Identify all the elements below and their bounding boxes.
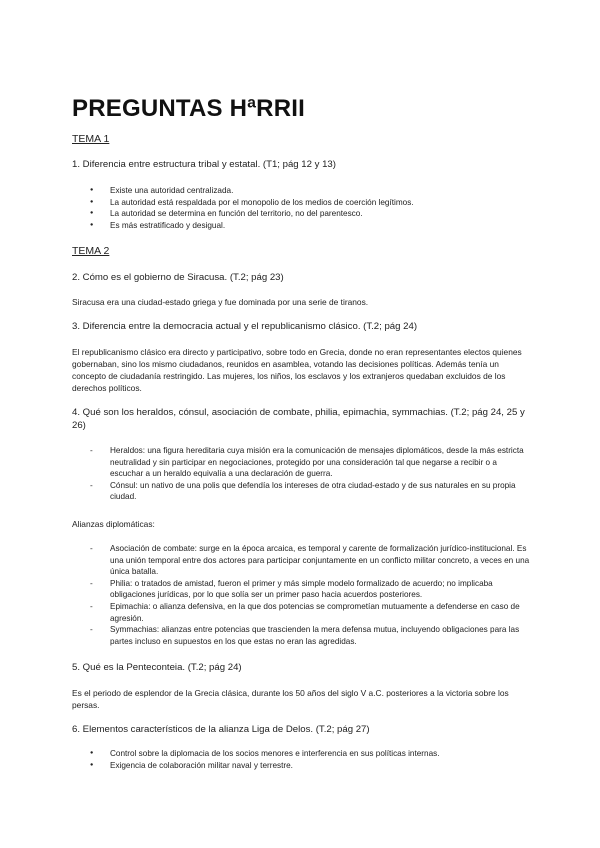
question-6-answer-list: [90, 748, 530, 771]
question-5-answer: Es el periodo de esplendor de la Grecia clásica, durante los 50 años del siglo V a.C. posteriores a la victoria sobre los persas.: [72, 688, 509, 710]
question-1-answer-list: [90, 185, 530, 231]
list-item: - Symmachias: alianzas entre potencias que trascienden la mera defensa mutua, incluyendo obligaciones para las partes incluso en supuestos en los que estas no eran las agredidas.: [90, 624, 530, 647]
list-item: - Asociación de combate: surge en la época arcaica, es temporal y carente de formalización jurídico-institucional. Es una unión temporal entre dos actores para participar conjuntamente en un conflicto militar concreto, a veces en una única batalla.: [90, 543, 530, 578]
list-item: ● Exigencia de colaboración militar naval y terrestre.: [90, 760, 530, 772]
list-item: ● Control sobre la diplomacia de los socios menores e interferencia en sus políticas internas.: [90, 748, 530, 760]
question-2-answer: Siracusa era una ciudad-estado griega y fue dominada por una serie de tiranos.: [72, 297, 369, 307]
alliances-list: [90, 543, 530, 647]
list-item: - Epimachia: o alianza defensiva, en la que dos potencias se comprometían mutuamente a defenderse en caso de agresión.: [90, 601, 530, 624]
question-2: 2. Cómo es el gobierno de Siracusa. (T.2; pág 23): [72, 272, 284, 283]
alliances-label: Alianzas diplomáticas:: [72, 519, 155, 529]
list-item: ● La autoridad está respaldada por el monopolio de los medios de coerción legítimos.: [90, 197, 530, 209]
question-4: 4. Qué son los heraldos, cónsul, asociación de combate, philia, epimachia, symmachias. (T.2; pág 24, 25 y 26): [72, 407, 525, 431]
list-item: - Cónsul: un nativo de una polis que defendía los intereses de otra ciudad-estado y de sus naturales en su propia ciudad.: [90, 480, 530, 503]
section-heading-tema-2: TEMA 2: [72, 245, 110, 257]
question-6: 6. Elementos característicos de la alianza Liga de Delos. (T.2; pág 27): [72, 724, 370, 735]
list-item: - Philia: o tratados de amistad, fueron el primer y más simple modelo formalizado de acuerdo; no implicaba obligaciones jurídicas, por lo que solía ser un primer paso hacia acuerdos posteriores.: [90, 578, 530, 601]
list-item: ● Existe una autoridad centralizada.: [90, 185, 530, 197]
question-3: 3. Diferencia entre la democracia actual y el republicanismo clásico. (T.2; pág 24): [72, 321, 418, 332]
page-title: PREGUNTAS HªRRII: [72, 95, 305, 122]
list-item: - Heraldos: una figura hereditaria cuya misión era la comunicación de mensajes diplomáticos, desde la más estricta neutralidad y sin participar en negociaciones, protegido por una consideración tal que negarse a recibir o a escuchar a un heraldo equivalía a una declaración de guerra.: [90, 445, 530, 480]
question-1: 1. Diferencia entre estructura tribal y estatal. (T1; pág 12 y 13): [72, 159, 336, 170]
list-item: ● Es más estratificado y desigual.: [90, 220, 530, 232]
list-item: ● La autoridad se determina en función del territorio, no del parentesco.: [90, 208, 530, 220]
question-3-answer: El republicanismo clásico era directo y participativo, sobre todo en Grecia, donde no eran representantes electos quienes gobernaban, sino los mismo ciudadanos, reunidos en asamblea, votando las decisiones políticas. Además tenía un concepto de ciudadanía restringido. Las mujeres, los niños, los esclavos y los extranjeros quedaban excluidos de los derechos políticos.: [72, 347, 522, 393]
question-4-definitions-list: [90, 445, 530, 503]
question-5: 5. Qué es la Penteconteia. (T.2; pág 24): [72, 662, 242, 673]
section-heading-tema-1: TEMA 1: [72, 133, 110, 145]
